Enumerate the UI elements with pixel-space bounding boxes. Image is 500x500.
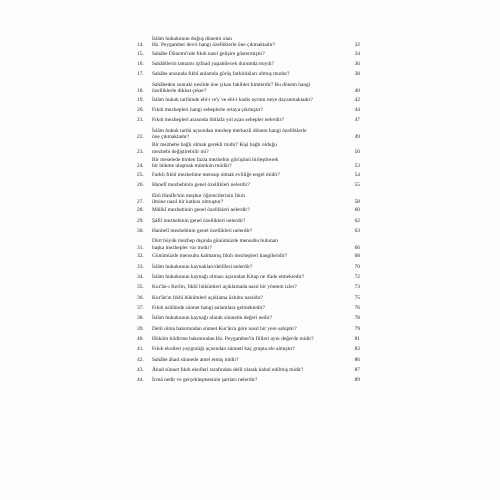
toc-entry-page-number: 70: [354, 263, 360, 270]
toc-entry-number: 19.: [137, 96, 144, 103]
toc-entry-title: İslâm hukuk tarihinde ehl-i re'y ve ehl-i hadis ayrımı neye dayanmaktadır?: [152, 96, 313, 103]
toc-entry-page-number: 83: [354, 346, 360, 353]
toc-entry-title: Şâfiî mezhebinin genel özellikleri nelerdir?: [152, 217, 246, 224]
toc-entry-title: Sahâbe âhad sünnetle amel etmiş midir?: [152, 356, 239, 363]
toc-entry-title: Sahâbe Dönemi'nde fıkıh nasıl gelişim göstermiştir?: [152, 50, 265, 57]
toc-entry: [137, 367, 360, 373]
toc-entry-number: 28.: [137, 207, 144, 214]
toc-entry-page-number: 62: [354, 217, 360, 224]
toc-entry-number: 35.: [137, 284, 144, 291]
toc-entry-title: Farklı fıkhî mezhebine mensup olmak evliliğe engel midir?: [152, 171, 280, 178]
toc-entry: [137, 107, 360, 113]
toc-entry-title: İslâm hukukunun kaynakları/delilleri nelerdir?: [152, 263, 253, 270]
toc-entry-number: 26.: [137, 182, 144, 189]
toc-entry-title: Fıkıh ekolleri yaygınlığı açısından sünneti kaç grupta ele almıştır?: [152, 346, 295, 353]
toc-entry-page-number: 54: [354, 171, 360, 178]
toc-entry-page-number: 40: [354, 88, 360, 95]
toc-entry-title: Fıkıh usûlünde sünnet hangi anlamlara gelmektedir?: [152, 304, 266, 311]
toc-entry-page-number: 75: [354, 294, 360, 301]
toc-entry: [137, 97, 360, 103]
toc-entry: [137, 157, 360, 170]
toc-entry: [137, 228, 360, 234]
toc-entry-title: Sahâbîlerin tamamı içtihad yapabilecek durumda mıydı?: [152, 61, 274, 68]
toc-entry-title: Dört büyük mezhep dışında günümüzde mensubu bulunan başka mezhepler var mıdır?: [152, 238, 278, 251]
toc-entry-number: 39.: [137, 325, 144, 332]
toc-entry-number: 38.: [137, 315, 144, 322]
toc-entry-page-number: 60: [354, 207, 360, 214]
toc-entry: [137, 377, 360, 383]
toc-entry-title: Fıkıh mezhepleri arasında ihtilafa yol açan sebepler nelerdir?: [152, 117, 284, 124]
toc-entry-number: 37.: [137, 304, 144, 311]
toc-entry-title: İslâm hukukunun doğuş dönemi olan Hz. Peygamber devri hangi özelliklerle öne çıkmaktadır?: [152, 36, 276, 49]
toc-entry-title: Fıkıh mezhepleri hangi sebeplerle ortaya çıkmıştır?: [152, 106, 263, 113]
toc-entry: [137, 117, 360, 123]
toc-entry: [137, 82, 360, 95]
toc-entry-number: 24.: [137, 163, 144, 170]
toc-entry: [137, 253, 360, 259]
toc-entry-page-number: 73: [354, 284, 360, 291]
toc-entry-page-number: 49: [354, 133, 360, 140]
toc-entry-title: İslâm hukuk tarihi açısından mezhep merkezli dönem hangi özelliklerle öne çıkmaktadır?: [152, 127, 307, 140]
toc-entry-number: 43.: [137, 367, 144, 374]
toc-entry-page-number: 79: [354, 325, 360, 332]
toc-entry: [137, 142, 360, 155]
toc-entry-number: 44.: [137, 377, 144, 384]
toc-entry-title: Mâlikî mezhebinin genel özellikleri nelerdir?: [152, 207, 250, 214]
toc-entry-number: 15.: [137, 50, 144, 57]
toc-entry: [137, 284, 360, 290]
toc-entry-number: 17.: [137, 71, 144, 78]
toc-entry: [137, 315, 360, 321]
toc-entry-number: 29.: [137, 217, 144, 224]
toc-entry-title: Sahâbeden sonraki nesilde öne çıkan fakihler kimlerdir? Bu dönem hangi özelliklerle dikkat çeker?: [152, 81, 311, 95]
toc-entry-title: Günümüzde mensubu kalmamış fıkıh mezhepleri hangileridir?: [152, 253, 288, 260]
table-of-contents: [137, 36, 360, 388]
toc-entry-page-number: 36: [354, 61, 360, 68]
toc-entry-title: Bir meselede birden fazla mezhebin görüşünü birleştirerek bir hükme ulaşmak mümkün müdür?: [152, 157, 279, 170]
toc-entry-title: Ebû Hanîfe'nin meşhur öğrencilerinin fıkıh ilmine nasıl bir katkısı olmuştur?: [152, 192, 245, 205]
toc-entry-number: 21.: [137, 117, 144, 124]
toc-entry: [137, 71, 360, 77]
toc-entry-page-number: 55: [354, 182, 360, 189]
toc-entry: [137, 336, 360, 342]
toc-entry-number: 33.: [137, 263, 144, 270]
toc-entry-number: 25.: [137, 171, 144, 178]
toc-entry-page-number: 47: [354, 117, 360, 124]
toc-entry-page-number: 68: [354, 253, 360, 260]
toc-entry: [137, 346, 360, 352]
toc-entry-number: 34.: [137, 273, 144, 280]
toc-entry-page-number: 86: [354, 356, 360, 363]
toc-entry-title: Hüküm bildirme bakımından Hz. Peygamber'in fiilleri aynı değerde midir?: [152, 336, 314, 342]
toc-entry-title: Bir mezhebe bağlı olmak gerekli midir? Kişi bağlı olduğu mezhebi değiştirebilir mi?: [152, 142, 277, 155]
toc-entry-page-number: 89: [354, 377, 360, 384]
toc-entry-title: İslâm hukukunun kaynağı olması açısından Kitap ne ifade etmektedir?: [152, 273, 305, 280]
toc-entry-title: Hanbelî mezhebinin genel özellikleri nelerdir?: [152, 228, 253, 235]
toc-entry: [137, 193, 360, 206]
toc-entry-number: 23.: [137, 148, 144, 155]
toc-entry-page-number: 58: [354, 198, 360, 205]
toc-entry: [137, 182, 360, 188]
toc-entry: [137, 61, 360, 67]
toc-entry-number: 36.: [137, 294, 144, 301]
toc-entry-number: 14.: [137, 42, 144, 49]
toc-entry: [137, 326, 360, 332]
toc-entry-page-number: 81: [354, 336, 360, 342]
toc-entry-page-number: 76: [354, 304, 360, 311]
toc-entry: [137, 357, 360, 363]
toc-entry: [137, 274, 360, 280]
toc-entry: [137, 238, 360, 251]
toc-entry-number: 16.: [137, 61, 144, 68]
toc-entry-title: İslâm hukukunun kaynağı olarak sünnetin değeri nedir?: [152, 315, 273, 322]
toc-entry-number: 40.: [137, 336, 144, 342]
toc-entry-page-number: 32: [354, 42, 360, 49]
toc-entry-title: Delil olma bakımından sünnet Kur'ân'a göre nasıl bir yere sahiptir?: [152, 325, 297, 332]
toc-entry-number: 42.: [137, 356, 144, 363]
toc-entry-number: 22.: [137, 133, 144, 140]
toc-entry-number: 32.: [137, 253, 144, 260]
toc-entry-page-number: 53: [354, 163, 360, 170]
toc-entry-number: 20.: [137, 106, 144, 113]
toc-entry: [137, 264, 360, 270]
toc-entry-page-number: 78: [354, 315, 360, 322]
toc-entry: [137, 51, 360, 57]
toc-entry-page-number: 50: [354, 148, 360, 155]
toc-entry-number: 30.: [137, 228, 144, 235]
toc-entry-title: Sahâbe arasında fıkhî anlamda görüş farklılıkları olmuş mudur?: [152, 71, 290, 78]
toc-entry-title: Âhad sünnet fıkıh ekolleri tarafından delil olarak kabul edilmiş midir?: [152, 367, 304, 374]
toc-entry-number: 18.: [137, 88, 144, 95]
toc-entry-page-number: 44: [354, 106, 360, 113]
toc-entry-number: 27.: [137, 198, 144, 205]
toc-entry-number: 31.: [137, 244, 144, 251]
toc-entry-title: Kur'ân-ı Kerîm, fıkhî hükümleri açıklamada nasıl bir yöntem izler?: [152, 284, 297, 291]
toc-entry-page-number: 72: [354, 273, 360, 280]
toc-entry-title: İcmâ nedir ve gerçekleşmesinin şartları nelerdir?: [152, 377, 258, 384]
toc-entry-page-number: 38: [354, 71, 360, 78]
toc-entry-page-number: 34: [354, 50, 360, 57]
toc-entry: [137, 305, 360, 311]
toc-entry-page-number: 66: [354, 244, 360, 251]
toc-entry-page-number: 87: [354, 367, 360, 374]
toc-entry: [137, 295, 360, 301]
toc-entry: [137, 172, 360, 178]
toc-entry-page-number: 42: [354, 96, 360, 103]
toc-entry-title: Hanefî mezhebinin genel özellikleri nelerdir?: [152, 182, 250, 189]
toc-entry-page-number: 63: [354, 228, 360, 235]
toc-entry: [137, 207, 360, 213]
toc-entry: [137, 36, 360, 49]
toc-entry-number: 41.: [137, 346, 144, 353]
toc-entry: [137, 128, 360, 141]
toc-entry-title: Kur'ân'ın fıkhî hükümleri açıklama üslubu nasıldır?: [152, 294, 264, 301]
toc-entry: [137, 218, 360, 224]
